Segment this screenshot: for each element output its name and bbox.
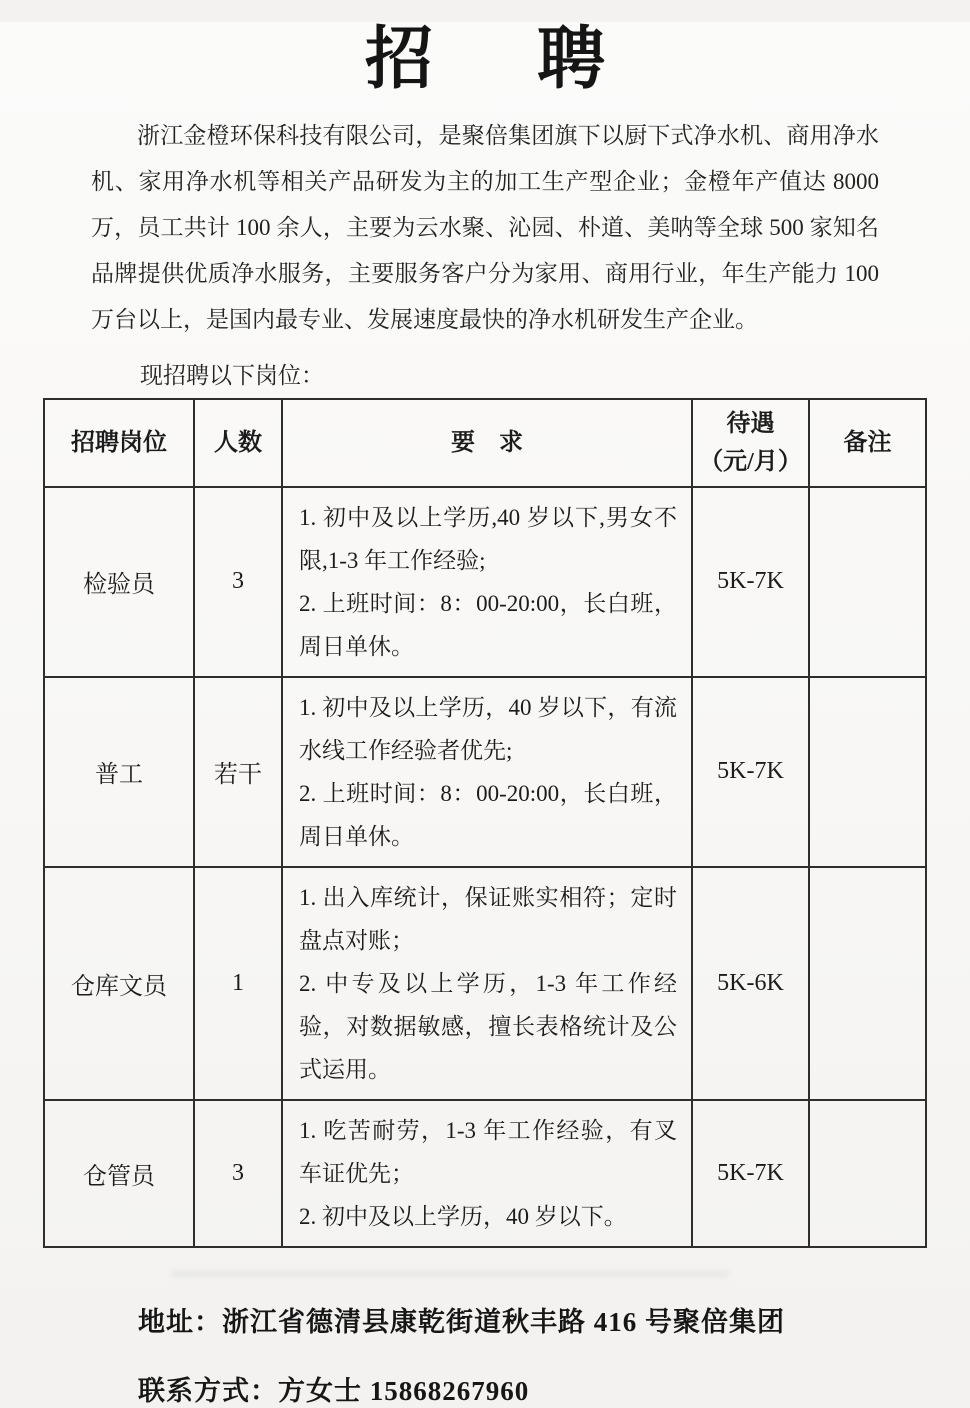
- position-salary: 5K-6K: [692, 867, 809, 1100]
- requirement-item: 2. 初中及以上学历，40 岁以下。: [299, 1203, 627, 1229]
- table-row-warehouse-keeper: [44, 1100, 926, 1247]
- header-salary: [692, 399, 809, 487]
- table-row-inspector: [44, 487, 926, 677]
- contact-line: 联系方式：方女士 15868267960: [138, 1375, 530, 1406]
- requirement-item: 2. 中专及以上学历，1-3 年工作经验，对数据敏感，擅长表格统计及公式运用。: [299, 970, 677, 1082]
- table-lead-text: 现招聘以下岗位：: [140, 362, 324, 388]
- header-note: 备注: [809, 399, 926, 487]
- company-intro-paragraph: 浙江金橙环保科技有限公司，是聚倍集团旗下以厨下式净水机、商用净水机、家用净水机等相关产品研发为主的加工生产型企业；金橙年产值达 8000 万，员工共计 100 余人，主要为云水聚、沁园、朴道、美呐等全球 500 家知名品牌提供优质净水服务，主要服务客户分为家用、商用行业，年生产能力 100 万台以上，是国内最专业、发展速度最快的净水机研发生产企业。: [91, 122, 880, 332]
- position-name: 仓管员: [44, 1100, 194, 1247]
- position-note: [809, 1100, 926, 1247]
- position-note: [809, 867, 926, 1100]
- requirement-item: 1. 吃苦耐劳，1-3 年工作经验，有叉车证优先；: [299, 1117, 677, 1186]
- position-salary: 5K-7K: [692, 487, 809, 677]
- position-count: 3: [194, 1100, 282, 1247]
- requirement-item: 1. 出入库统计，保证账实相符；定时盘点对账；: [299, 884, 677, 953]
- position-name: 仓库文员: [44, 867, 194, 1100]
- page-title: [0, 22, 970, 97]
- position-count: 1: [194, 867, 282, 1100]
- requirement-item: 2. 上班时间：8：00-20:00，长白班，周日单休。: [299, 590, 677, 659]
- position-count: 若干: [194, 677, 282, 867]
- header-count: 人数: [194, 399, 282, 487]
- scan-artifact: [170, 1270, 730, 1278]
- position-name: 普工: [44, 677, 194, 867]
- positions-table: [43, 398, 927, 1248]
- position-requirements: [282, 1100, 692, 1247]
- footer-contact-block: [138, 1300, 970, 1408]
- header-salary-line2: （元/月）: [699, 448, 802, 475]
- position-count: 3: [194, 487, 282, 677]
- position-requirements: [282, 487, 692, 677]
- table-row-warehouse-clerk: [44, 867, 926, 1100]
- requirement-item: 1. 初中及以上学历，40 岁以下，有流水线工作经验者优先;: [299, 694, 677, 763]
- requirement-item: 2. 上班时间：8：00-20:00，长白班，周日单休。: [299, 780, 677, 849]
- position-requirements: [282, 677, 692, 867]
- position-requirements: [282, 867, 692, 1100]
- position-note: [809, 677, 926, 867]
- position-name: 检验员: [44, 487, 194, 677]
- title-char-right: 聘: [537, 21, 606, 97]
- address-line: 地址：浙江省德清县康乾街道秋丰路 416 号聚倍集团: [138, 1306, 785, 1337]
- position-note: [809, 487, 926, 677]
- header-requirements: 要 求: [282, 399, 692, 487]
- table-header-row: [44, 399, 926, 487]
- header-salary-line1: 待遇: [726, 410, 775, 437]
- header-position: 招聘岗位: [44, 399, 194, 487]
- requirement-item: 1. 初中及以上学历,40 岁以下,男女不限,1-3 年工作经验;: [299, 504, 677, 573]
- table-row-general-worker: [44, 677, 926, 867]
- position-salary: 5K-7K: [692, 677, 809, 867]
- position-salary: 5K-7K: [692, 1100, 809, 1247]
- recruitment-notice-page: [0, 21, 970, 1406]
- title-char-left: 招: [364, 21, 433, 97]
